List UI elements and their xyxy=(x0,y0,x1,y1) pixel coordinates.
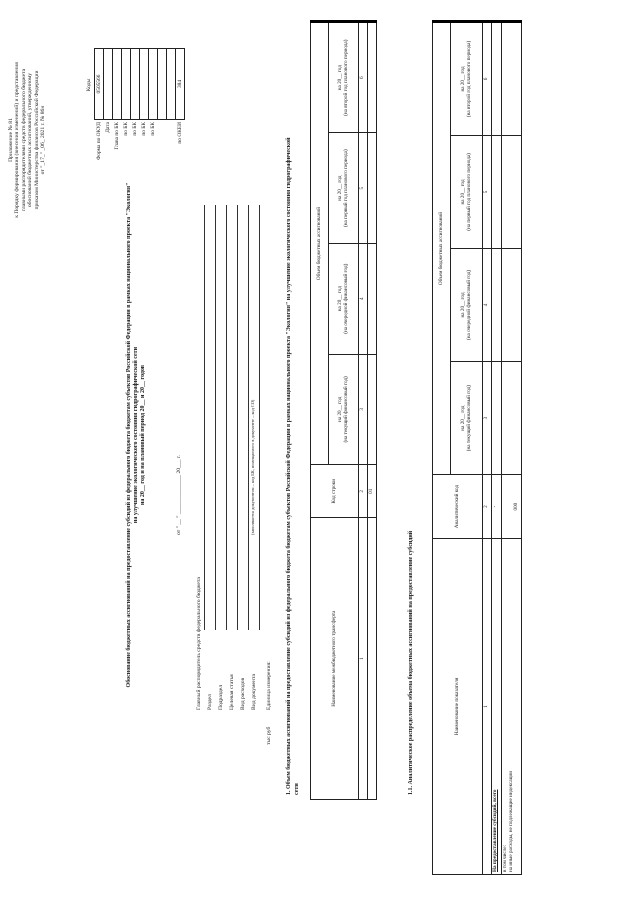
field-underline xyxy=(215,205,216,630)
field-label: Подраздел xyxy=(218,684,224,710)
year-caption: (на первый год планового периода) xyxy=(465,153,472,231)
year-label: на 20__ год xyxy=(336,175,343,201)
col-header-name: Наименование показателя xyxy=(433,539,483,875)
table-cell xyxy=(367,354,376,465)
table-cell xyxy=(491,362,501,475)
year-caption: (на текущий финансовый год) xyxy=(465,384,472,452)
year-label: на 20__ год xyxy=(459,292,466,318)
code-value xyxy=(158,49,167,120)
row-name: На предоставление субсидий, всего xyxy=(491,539,501,875)
col-number: 1 xyxy=(483,539,492,875)
col-number: 5 xyxy=(359,133,368,243)
code-value xyxy=(140,49,149,120)
table-cell xyxy=(491,135,501,248)
col-header-year-3 xyxy=(451,135,483,248)
code-value: 0505566 xyxy=(95,49,104,120)
code-label: по БК xyxy=(122,122,129,136)
row-subtitle: в том числе: xyxy=(501,844,508,872)
field-underline xyxy=(204,205,205,630)
section-1-1-title: 1.1. Аналитическое распределение объема бюджетных ассигнований на предоставление субсидий xyxy=(408,530,414,795)
col-number: 6 xyxy=(359,22,368,133)
year-caption: (на второй год планового периода) xyxy=(342,39,349,116)
table-cell xyxy=(501,135,521,248)
row-name xyxy=(501,539,521,875)
code-label xyxy=(158,120,167,201)
document-date-line: от " __ " ______________ 20___ г. xyxy=(176,455,182,535)
row-subtitle: на иные расходы, не подлежащие индексации xyxy=(507,771,514,872)
field-underline xyxy=(259,205,260,630)
field-label: Целевая статья xyxy=(229,674,235,710)
appendix-line: от "_17_" _06_ 2021 г. № 86н xyxy=(40,105,47,175)
code-label xyxy=(167,120,176,201)
col-header-year-3 xyxy=(329,133,359,243)
col-number: 1 xyxy=(359,518,368,800)
table-cell xyxy=(501,362,521,475)
code-label: по БК xyxy=(149,122,156,136)
col-header-year-1 xyxy=(451,362,483,475)
col-number: 6 xyxy=(483,22,492,136)
field-label: Раздел xyxy=(207,694,213,710)
code-label: Форма по ОКУД xyxy=(95,122,102,160)
col-header-year-2 xyxy=(329,243,359,354)
col-header-code: Код строки xyxy=(311,465,359,518)
table-cell xyxy=(367,518,376,800)
code-value xyxy=(167,49,176,120)
table-cell xyxy=(501,248,521,361)
appendix-block xyxy=(8,15,47,265)
title-line: на улучшение экологического состояния гидрографической сети xyxy=(132,346,139,524)
code-value: 384 xyxy=(176,49,185,120)
col-header-group: Объем бюджетных ассигнований xyxy=(433,22,451,475)
year-caption: (на очередной финансовый год) xyxy=(342,263,349,334)
unit-label: Единица измерения: xyxy=(266,661,272,710)
section-1-title: 1. Объем бюджетных ассигнований на предоставление субсидий из федерального бюджета бюджетам субъектов Российской Федерации в рамках национального проекта "Экология" на улучшение экологического состояния гидрографической xyxy=(286,137,292,795)
field-underline xyxy=(237,205,238,630)
field-underline xyxy=(226,205,227,630)
col-number: 3 xyxy=(483,362,492,475)
col-header-year-4 xyxy=(329,22,359,133)
document-title xyxy=(126,115,147,755)
col-number: 3 xyxy=(359,354,368,465)
code-value xyxy=(104,49,113,120)
field-label: Главный распорядитель средств федерального бюджета xyxy=(196,577,202,710)
year-label: на 20__ год xyxy=(336,396,343,422)
field-underline xyxy=(248,205,249,630)
section-1-table xyxy=(310,20,377,800)
col-number: 5 xyxy=(483,135,492,248)
table-cell xyxy=(501,22,521,136)
field-label: Вид расходов xyxy=(240,677,246,710)
codes-table xyxy=(94,48,185,200)
appendix-line: главными распорядителями средств федерального бюджета xyxy=(20,68,27,212)
col-header-group: Объем бюджетных ассигнований xyxy=(311,22,329,465)
table-cell xyxy=(491,248,501,361)
col-number: 2 xyxy=(359,465,368,518)
row-code: 000 xyxy=(501,475,521,539)
appendix-line: приказом Министерства финансов Российской Федерации xyxy=(33,70,40,210)
col-header-name: Наименование межбюджетного трансферта xyxy=(311,518,359,800)
col-number: 4 xyxy=(359,243,368,354)
unit-value: тыс руб xyxy=(266,726,272,745)
year-caption: (на очередной финансовый год) xyxy=(465,269,472,340)
col-header-year-2 xyxy=(451,248,483,361)
year-label: на 20__ год xyxy=(459,66,466,92)
code-value xyxy=(149,49,158,120)
codes-header: Коды xyxy=(86,78,92,92)
code-label: Глава по БК xyxy=(113,122,120,150)
date-caption: (заполняется документом – код БК, помещаемого в документе – код СО) xyxy=(250,399,255,535)
table-cell xyxy=(491,22,501,136)
table-cell xyxy=(367,243,376,354)
appendix-line: Приложение № 81 xyxy=(8,118,14,162)
field-label: Вид документа xyxy=(251,674,257,710)
col-number: 4 xyxy=(483,248,492,361)
col-header-year-4 xyxy=(451,22,483,136)
year-label: на 20__ год xyxy=(459,179,466,205)
col-number: 2 xyxy=(483,475,492,539)
year-caption: (на первый год планового периода) xyxy=(342,149,349,227)
code-value xyxy=(122,49,131,120)
code-value xyxy=(131,49,140,120)
title-line: Обоснование бюджетных ассигнований на предоставление субсидий из федерального бюджета бюджетам субъектов Российской Федерации в рамках национального проекта "Экология" xyxy=(126,182,132,688)
col-header-year-1 xyxy=(329,354,359,465)
code-label: по БК xyxy=(140,122,147,136)
row-code: 01 xyxy=(367,465,376,518)
year-caption: (на текущий финансовый год) xyxy=(342,376,349,443)
code-label: Дата xyxy=(104,122,111,133)
appendix-line: обоснований бюджетных ассигнований, утвержденному xyxy=(27,72,34,208)
title-line: на 20__ год и на плановый период 20__ и 20__ годов xyxy=(139,364,146,506)
year-label: на 20__ год xyxy=(336,65,343,91)
section-1-title-cont: сети xyxy=(294,783,300,795)
section-1-1-table xyxy=(432,20,522,875)
code-label: по БК xyxy=(131,122,138,136)
table-cell xyxy=(367,22,376,133)
code-label: по ОКЕИ xyxy=(176,122,183,144)
table-cell xyxy=(367,133,376,243)
year-caption: (на второй год планового периода) xyxy=(465,40,472,118)
year-label: на 20__ год xyxy=(459,405,466,431)
code-value xyxy=(113,49,122,120)
row-code: - xyxy=(491,475,501,539)
col-header-code: Аналитический код xyxy=(433,475,483,539)
appendix-line: к Порядку формирования (внесения изменений) и представления xyxy=(14,62,21,218)
year-label: на 20__ год xyxy=(336,286,343,312)
